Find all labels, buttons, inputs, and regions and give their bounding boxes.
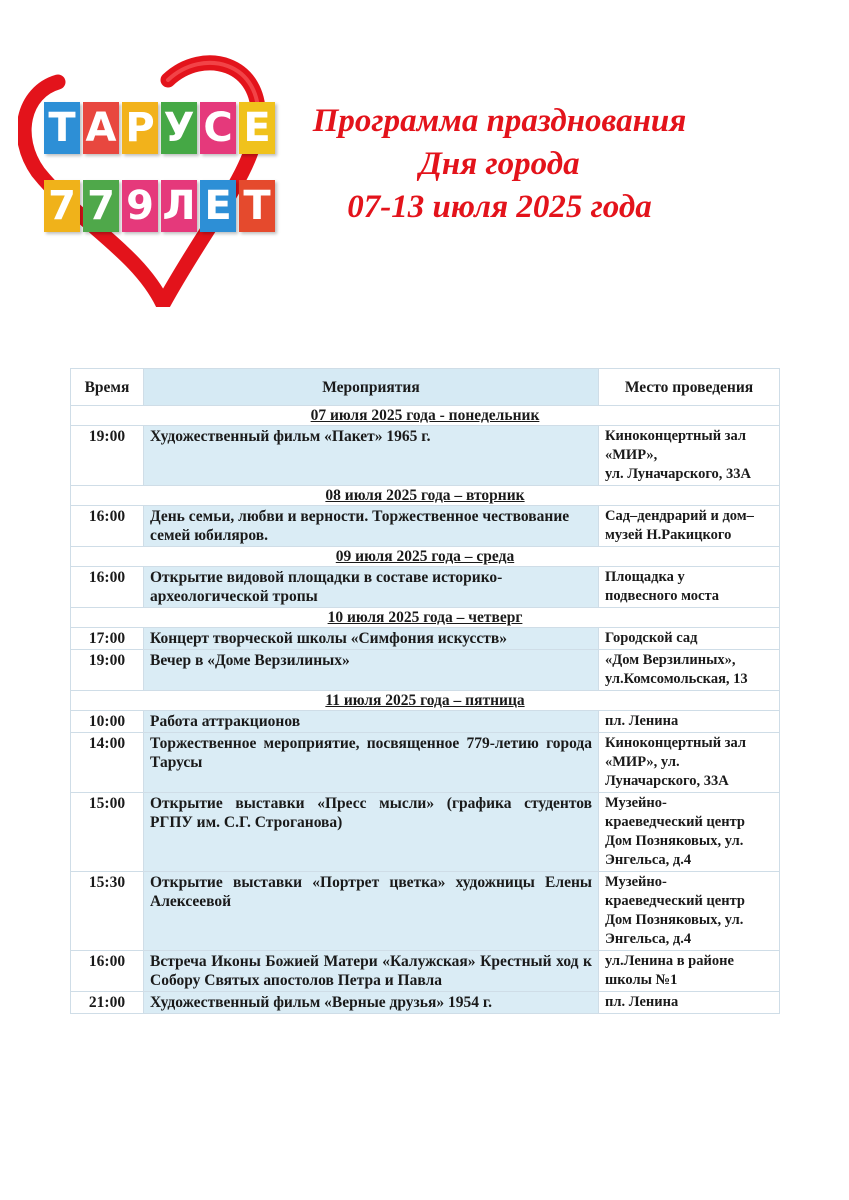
event-place-line: Площадка у bbox=[605, 569, 685, 585]
event-title: Открытие видовой площадки в составе историко-археологической тропы bbox=[144, 567, 599, 608]
event-place-line: Энгельса, д.4 bbox=[605, 852, 692, 868]
event-place-line: ул. Луначарского, 33А bbox=[605, 466, 752, 482]
event-row bbox=[71, 426, 780, 486]
day-heading: 10 июля 2025 года – четверг bbox=[71, 608, 780, 628]
event-title: Вечер в «Доме Верзилиных» bbox=[144, 650, 599, 691]
event-place-line: школы №1 bbox=[605, 972, 678, 988]
title-line-2: Дня города bbox=[419, 146, 580, 182]
header-place: Место проведения bbox=[599, 369, 780, 406]
event-place bbox=[599, 567, 780, 608]
logo-tile: Р bbox=[122, 102, 158, 154]
event-place-line: Дом Позняковых, ул. bbox=[605, 912, 744, 928]
logo-tile: Е bbox=[200, 180, 236, 232]
event-place-line: пл. Ленина bbox=[605, 713, 679, 729]
day-row bbox=[71, 691, 780, 711]
day-heading: 09 июля 2025 года – среда bbox=[71, 547, 780, 567]
event-title: Открытие выставки «Портрет цветка» художницы Елены Алексеевой bbox=[144, 872, 599, 951]
event-place bbox=[599, 733, 780, 793]
event-place-line: Энгельса, д.4 bbox=[605, 931, 692, 947]
event-time: 10:00 bbox=[71, 711, 144, 733]
logo-tile: 7 bbox=[44, 180, 80, 232]
event-place bbox=[599, 992, 780, 1014]
event-row bbox=[71, 733, 780, 793]
day-row bbox=[71, 406, 780, 426]
event-row bbox=[71, 567, 780, 608]
event-place-line: Киноконцертный зал bbox=[605, 735, 747, 751]
event-row bbox=[71, 506, 780, 547]
event-place bbox=[599, 426, 780, 486]
event-time: 16:00 bbox=[71, 506, 144, 547]
logo-tile: Т bbox=[239, 180, 275, 232]
header-time: Время bbox=[71, 369, 144, 406]
event-time: 19:00 bbox=[71, 650, 144, 691]
title-line-1: Программа празднования bbox=[312, 103, 687, 139]
event-place-line: «МИР», ул. bbox=[605, 754, 680, 770]
event-place-line: Сад–дендрарий и дом– bbox=[605, 508, 754, 524]
day-heading: 08 июля 2025 года – вторник bbox=[71, 486, 780, 506]
event-place bbox=[599, 628, 780, 650]
event-time: 15:00 bbox=[71, 793, 144, 872]
day-heading: 07 июля 2025 года - понедельник bbox=[71, 406, 780, 426]
event-place bbox=[599, 650, 780, 691]
logo-tile: Л bbox=[161, 180, 197, 232]
event-place bbox=[599, 793, 780, 872]
event-title: Торжественное мероприятие, посвященное 779-летию города Тарусы bbox=[144, 733, 599, 793]
event-place-line: Музейно- bbox=[605, 795, 667, 811]
day-row bbox=[71, 608, 780, 628]
logo-tile: У bbox=[161, 102, 197, 154]
event-row bbox=[71, 711, 780, 733]
event-place-line: краеведческий центр bbox=[605, 893, 745, 909]
logo-tile: А bbox=[83, 102, 119, 154]
event-time: 19:00 bbox=[71, 426, 144, 486]
event-row bbox=[71, 992, 780, 1014]
event-row bbox=[71, 872, 780, 951]
title-line-3: 07-13 июля 2025 года bbox=[347, 189, 652, 225]
logo-tile: Т bbox=[44, 102, 80, 154]
event-place-line: Музейно- bbox=[605, 874, 667, 890]
logo-tile: С bbox=[200, 102, 236, 154]
page-title bbox=[262, 100, 737, 229]
event-place-line: Луначарского, 33А bbox=[605, 773, 729, 789]
event-title: Встреча Иконы Божией Матери «Калужская» Крестный ход к Собору Святых апостолов Петра и Павла bbox=[144, 951, 599, 992]
event-place bbox=[599, 951, 780, 992]
event-place-line: «Дом Верзилиных», bbox=[605, 652, 736, 668]
event-time: 16:00 bbox=[71, 951, 144, 992]
event-time: 16:00 bbox=[71, 567, 144, 608]
day-row bbox=[71, 547, 780, 567]
logo-tile: Е bbox=[239, 102, 275, 154]
logo-tile: 7 bbox=[83, 180, 119, 232]
event-place-line: ул.Комсомольская, 13 bbox=[605, 671, 748, 687]
event-place-line: Киноконцертный зал bbox=[605, 428, 747, 444]
event-place bbox=[599, 506, 780, 547]
logo-tile: 9 bbox=[122, 180, 158, 232]
event-row bbox=[71, 650, 780, 691]
header-event: Мероприятия bbox=[144, 369, 599, 406]
event-row bbox=[71, 951, 780, 992]
event-title: Концерт творческой школы «Симфония искусств» bbox=[144, 628, 599, 650]
event-time: 15:30 bbox=[71, 872, 144, 951]
event-title: Художественный фильм «Верные друзья» 1954 г. bbox=[144, 992, 599, 1014]
event-title: Художественный фильм «Пакет» 1965 г. bbox=[144, 426, 599, 486]
event-place-line: Городской сад bbox=[605, 630, 698, 646]
schedule-body bbox=[71, 406, 780, 1014]
logo bbox=[18, 52, 271, 307]
event-place-line: ул.Ленина в районе bbox=[605, 953, 734, 969]
event-row bbox=[71, 793, 780, 872]
event-place bbox=[599, 872, 780, 951]
event-time: 17:00 bbox=[71, 628, 144, 650]
event-row bbox=[71, 628, 780, 650]
event-place-line: музей Н.Ракицкого bbox=[605, 527, 732, 543]
event-title: День семьи, любви и верности. Торжественное чествование семей юбиляров. bbox=[144, 506, 599, 547]
schedule-table bbox=[70, 368, 780, 1014]
event-place-line: «МИР», bbox=[605, 447, 658, 463]
event-title: Работа аттракционов bbox=[144, 711, 599, 733]
event-place-line: пл. Ленина bbox=[605, 994, 679, 1010]
event-title: Открытие выставки «Пресс мысли» (графика студентов РГПУ им. С.Г. Строганова) bbox=[144, 793, 599, 872]
day-row bbox=[71, 486, 780, 506]
table-header-row bbox=[71, 369, 780, 406]
event-place-line: Дом Позняковых, ул. bbox=[605, 833, 744, 849]
day-heading: 11 июля 2025 года – пятница bbox=[71, 691, 780, 711]
event-place-line: краеведческий центр bbox=[605, 814, 745, 830]
event-place bbox=[599, 711, 780, 733]
event-place-line: подвесного моста bbox=[605, 588, 720, 604]
event-time: 21:00 bbox=[71, 992, 144, 1014]
event-time: 14:00 bbox=[71, 733, 144, 793]
